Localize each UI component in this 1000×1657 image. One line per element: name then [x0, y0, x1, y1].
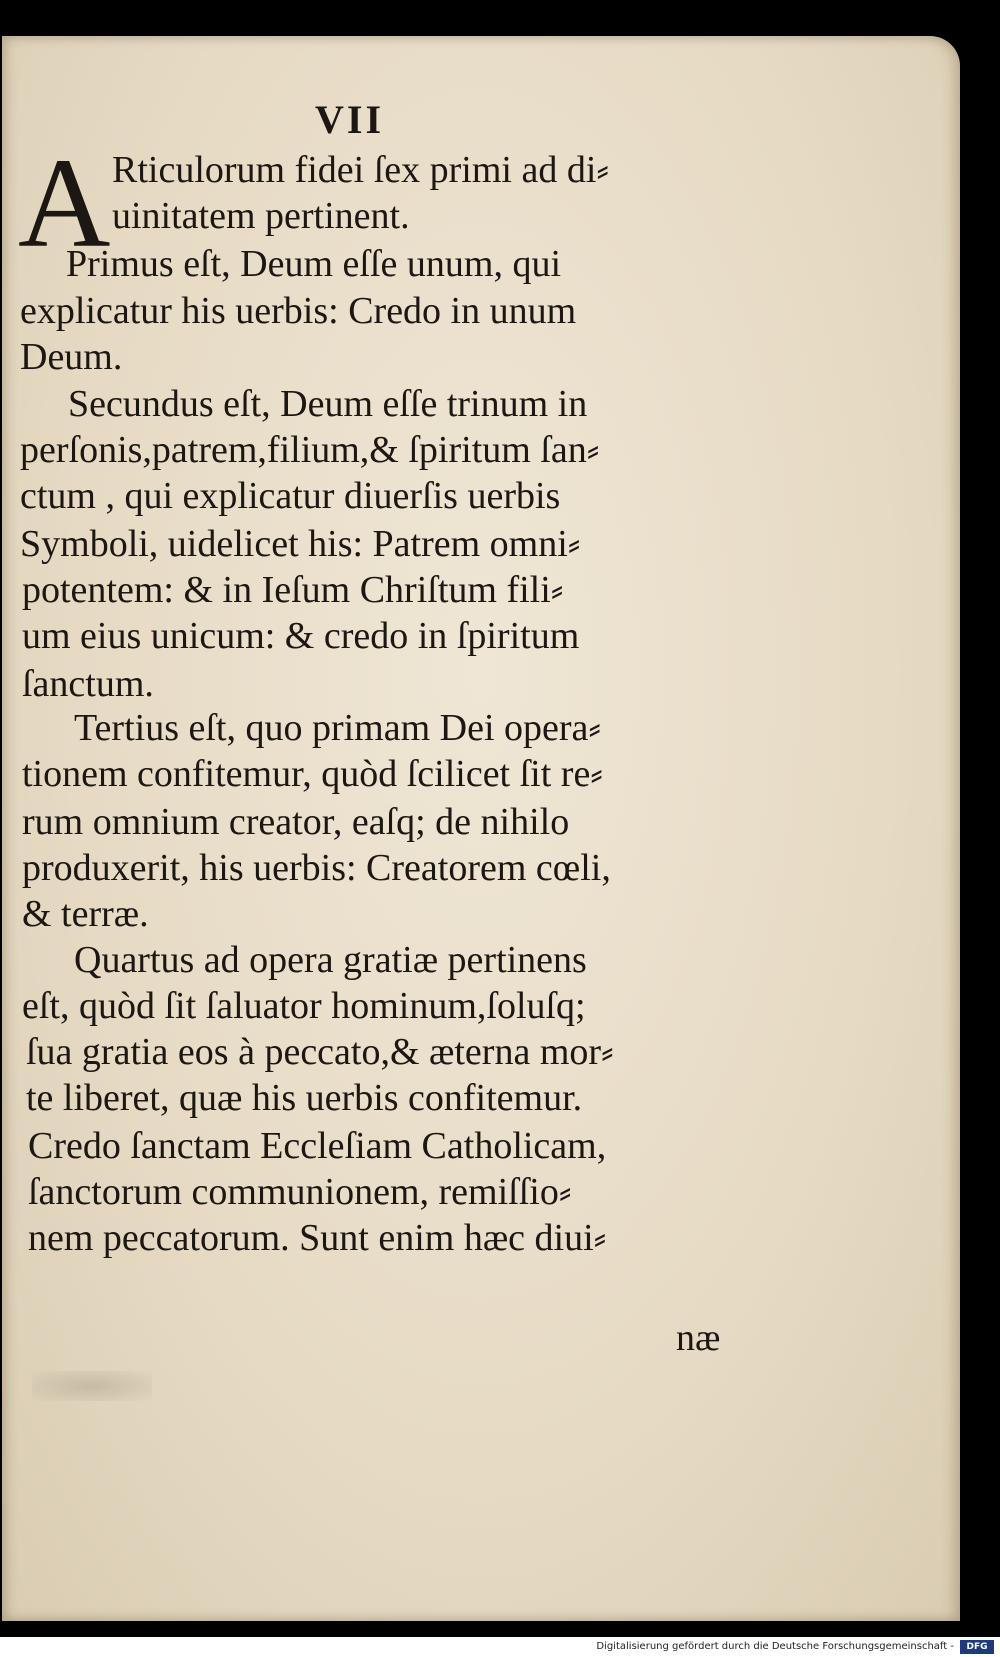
text-line-11: um eius unicum: & credo in ſpiritum [22, 615, 580, 657]
text-line-1: Rticulorum fidei ſex primi ad di⸗ [112, 149, 610, 191]
folio-number: VII [315, 97, 385, 142]
drop-cap-initial: A [18, 132, 111, 274]
text-line-7: perſonis,patrem,filium,& ſpiritum ſan⸗ [20, 429, 600, 471]
text-line-6: Secundus eſt, Deum eſſe trinum in [68, 383, 588, 425]
text-line-4: explicatur his uerbis: Credo in unum [20, 290, 577, 332]
text-line-10: potentem: & in Ieſum Chriſtum fili⸗ [22, 569, 564, 611]
digitization-footer [0, 1637, 1000, 1657]
text-line-3: Primus eſt, Deum eſſe unum, qui [66, 243, 562, 285]
page-stain [32, 1371, 152, 1401]
catchword: næ [676, 1317, 721, 1359]
text-line-22: Credo ſanctam Eccleſiam Catholicam, [28, 1125, 607, 1167]
text-line-5: Deum. [20, 336, 123, 378]
text-line-24: nem peccatorum. Sunt enim hæc diui⸗ [28, 1217, 607, 1259]
text-line-2: uinitatem pertinent. [112, 195, 410, 237]
text-line-23: ſanctorum communionem, remiſſio⸗ [28, 1171, 572, 1213]
text-line-19: eſt, quòd ſit ſaluator hominum,ſoluſq; [22, 985, 586, 1027]
text-line-13: Tertius eſt, quo primam Dei opera⸗ [74, 707, 602, 749]
text-line-12: ſanctum. [22, 663, 154, 705]
text-line-20: ſua gratia eos à peccato,& æterna mor⸗ [26, 1031, 614, 1073]
text-line-18: Quartus ad opera gratiæ pertinens [74, 939, 587, 981]
funding-credit: Digitalisierung gefördert durch die Deutsche Forschungsgemeinschaft - [596, 1641, 954, 1652]
text-line-21: te liberet, quæ his uerbis confitemur. [26, 1077, 583, 1119]
text-line-14: tionem confitemur, quòd ſcilicet ſit re⸗ [22, 753, 603, 795]
text-line-9: Symboli, uidelicet his: Patrem omni⸗ [20, 523, 581, 565]
text-line-17: & terræ. [22, 893, 149, 935]
text-line-15: rum omnium creator, eaſq; de nihilo [22, 801, 570, 843]
text-line-16: produxerit, his uerbis: Creatorem cœli, [22, 847, 611, 889]
text-line-8: ctum , qui explicatur diuerſis uerbis [20, 475, 561, 517]
dfg-logo[interactable]: DFG [960, 1640, 994, 1654]
